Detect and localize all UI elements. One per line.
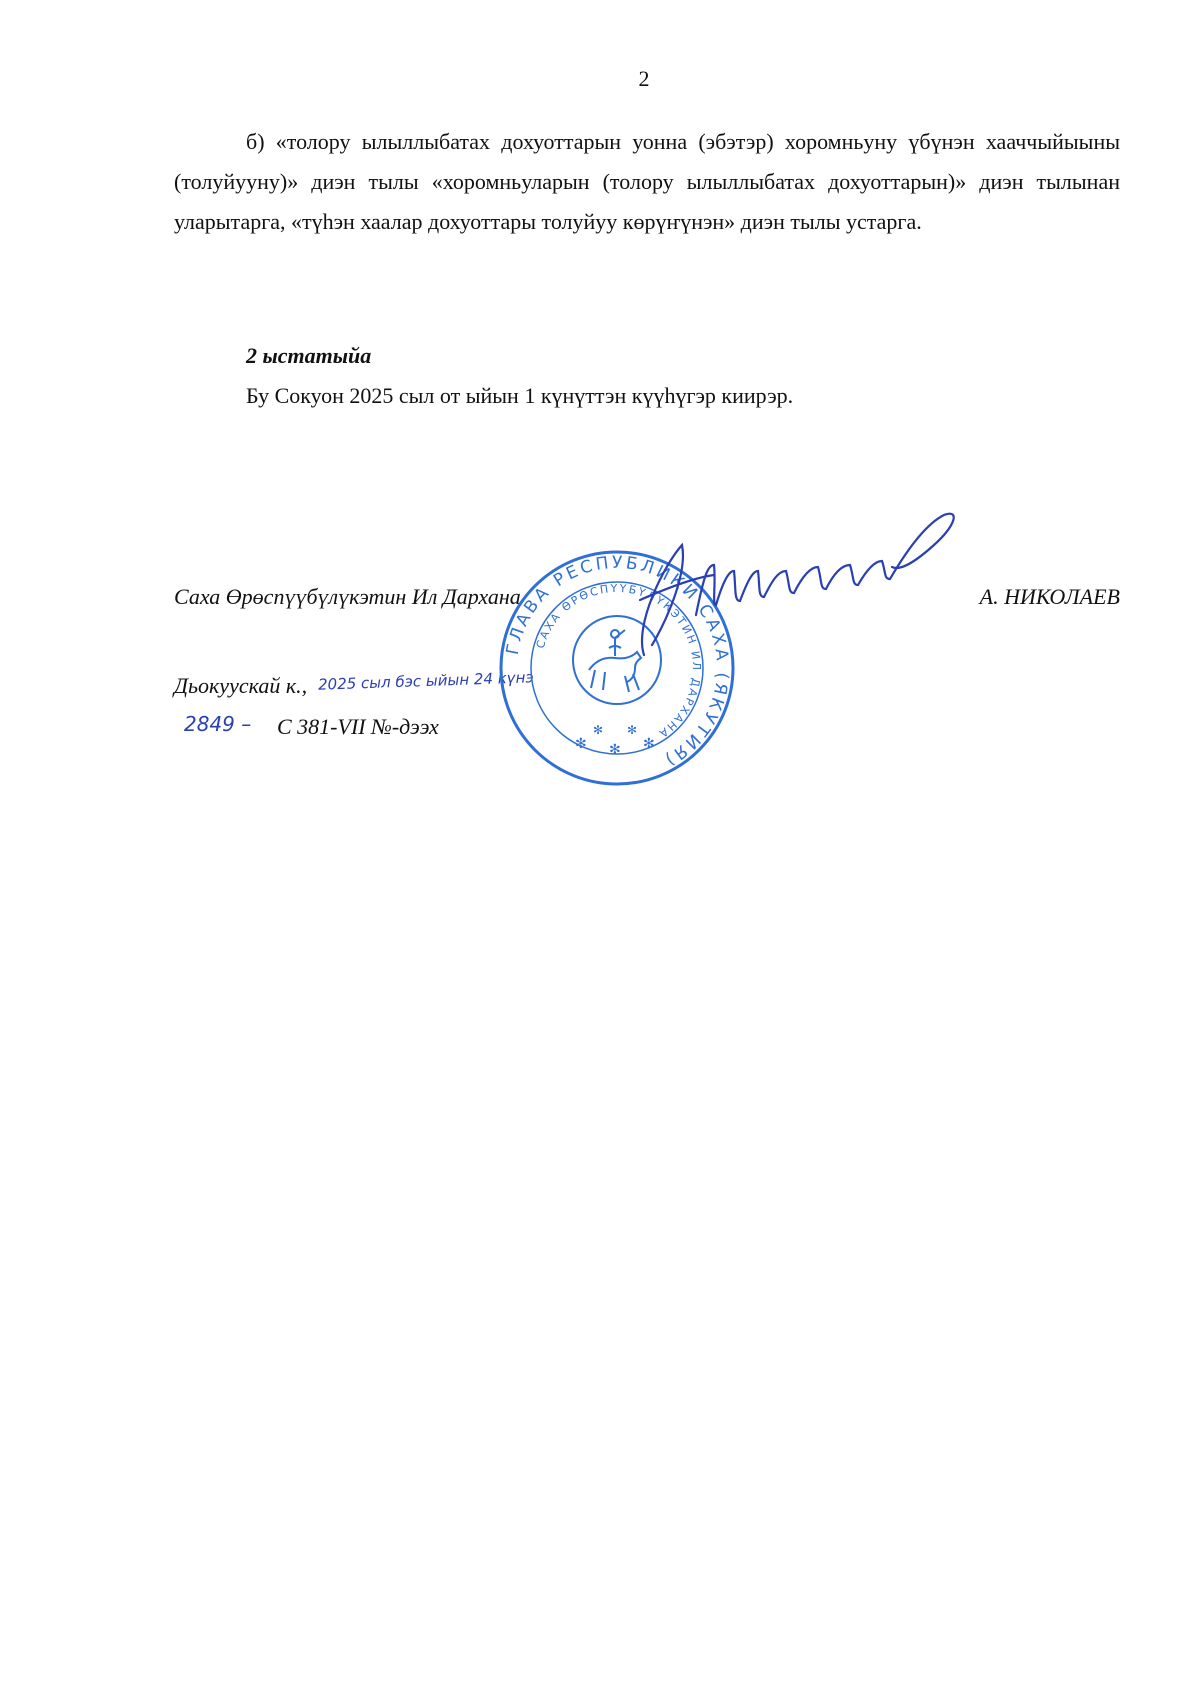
- signatory-name: А. НИКОЛАЕВ: [979, 584, 1120, 609]
- svg-text:✻: ✻: [627, 723, 638, 737]
- paragraph-b: б) «толору ылыллыбатах дохуоттарын уонна (эбэтэр) хоромньуну үбүнэн хааччыйыыны (толуйууну)» диэн тылы «хоромньуларын (толору ылыллыбатах дохуоттарын)» диэн тылынан уларытарга, «түһэн хаалар дохуоттары толуйуу көрүҥүнэн» диэн тылы устарга.: [174, 129, 1120, 234]
- signatory-title: Саха Өрөспүүбүлүкэтин Ил Дархана: [174, 584, 521, 609]
- article-text: Бу Сокуон 2025 сыл от ыйын 1 күнүттэн күүһүгэр киирэр.: [246, 383, 794, 408]
- place-label: Дьокуускай к.,: [174, 673, 308, 698]
- handwritten-number: 2849 –: [184, 712, 252, 736]
- svg-text:✻: ✻: [609, 742, 621, 758]
- page-number: 2: [638, 66, 650, 91]
- article-2: [246, 336, 793, 416]
- document-number: С 381-VII №-дээх: [277, 714, 439, 739]
- handwritten-signature: [604, 505, 964, 675]
- svg-text:✻: ✻: [593, 723, 604, 737]
- article-heading: 2 ыстатыйа: [246, 343, 372, 368]
- svg-text:✻: ✻: [643, 736, 655, 752]
- stamp-inner-text: САХА ӨРӨСПҮҮБҮЛҮКЭТИН ИЛ ДАРХАНА: [533, 581, 704, 741]
- svg-text:✻: ✻: [575, 736, 587, 752]
- handwritten-date: 2025 сыл бэс ыйын 24 күнэ: [317, 668, 534, 694]
- stamp-outer-text: ГЛАВА РЕСПУБЛИКИ САХА (ЯКУТИЯ): [502, 552, 733, 771]
- document-body: [174, 122, 1120, 242]
